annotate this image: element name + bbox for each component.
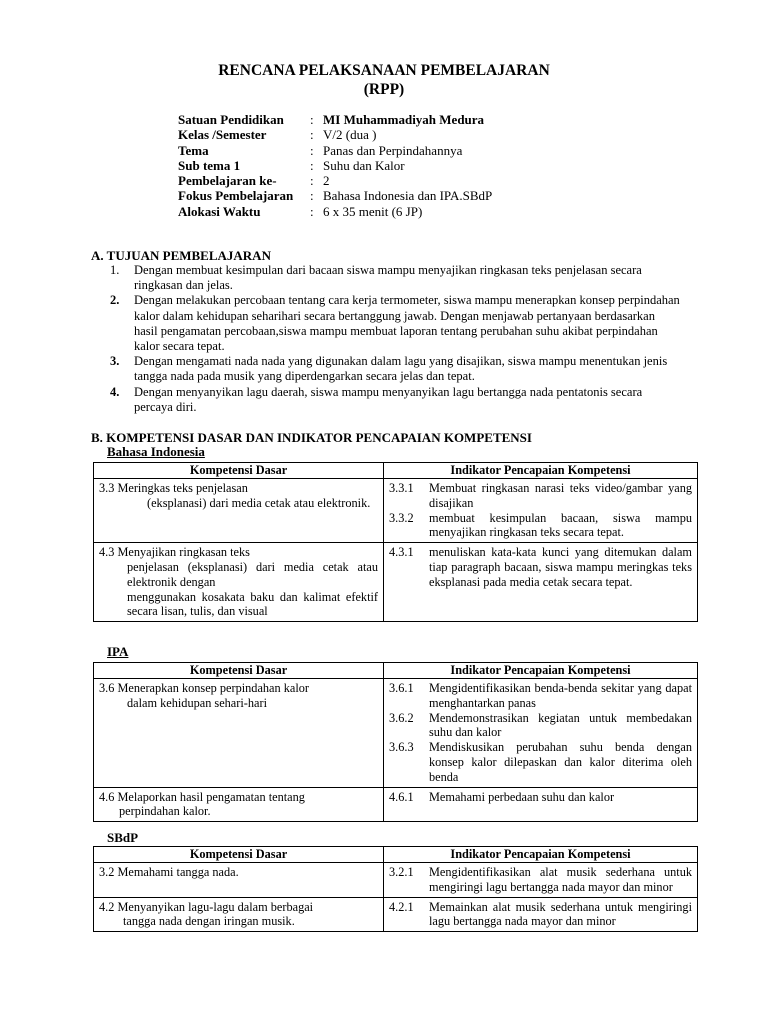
identity-label: Sub tema 1 — [178, 157, 241, 173]
identity-row — [178, 173, 492, 188]
indicator-item — [389, 711, 692, 741]
identity-row — [178, 143, 492, 158]
kd-line: penjelasan (eksplanasi) dari media cetak atau elektronik dengan — [127, 559, 378, 589]
subject-heading-sbdp: SBdP — [107, 830, 139, 845]
list-item-number: 2. — [110, 293, 120, 308]
indicator-number: 4.2.1 — [389, 899, 414, 914]
table-cell-kd — [94, 897, 384, 932]
subject-heading-bahasa-indonesia: Bahasa Indonesia — [107, 444, 205, 459]
indicator-number: 3.3.1 — [389, 481, 414, 495]
kd-line: 3.6 Menerapkan konsep perpindahan kalor — [99, 681, 310, 695]
section-a-heading: A. TUJUAN PEMBELAJARAN — [91, 248, 271, 263]
table-header-row — [94, 847, 698, 863]
indicator-text: Mengidentifikasikan benda-benda sekitar yang dapat menghantarkan panas — [429, 681, 692, 710]
indicator-text: Memainkan alat musik sederhana untuk mengiringi lagu bertangga nada mayor dan minor — [429, 899, 692, 929]
table-cell-indicator — [384, 787, 698, 822]
table-cell-indicator — [384, 679, 698, 788]
identity-label: Tema — [178, 142, 209, 158]
kd-line: 3.3 Meringkas teks penjelasan — [99, 481, 248, 495]
identity-label: Kelas /Semester — [178, 127, 267, 143]
identity-colon: : — [310, 173, 314, 189]
indicator-text: menuliskan kata-kata kunci yang ditemukan dalam tiap paragraph bacaan, siswa mampu meringkas teks eksplanasi pada media cetak secara tepat. — [429, 545, 692, 589]
identity-table — [178, 112, 492, 219]
indicator-number: 3.6.2 — [389, 710, 414, 725]
indicator-text: Mendiskusikan perubahan suhu benda dengan konsep kalor dilepaskan dan kalor diterima oleh benda — [429, 740, 692, 784]
indicator-item — [389, 790, 692, 805]
table-row — [94, 479, 698, 543]
list-item — [110, 385, 680, 415]
list-item-text: Dengan mengamati nada nada yang digunakan dalam lagu yang disajikan, siswa mampu menentukan jenis tangga nada pada musik yang diperdengarkan secara jelas dan tepat. — [134, 354, 668, 384]
list-item — [110, 354, 680, 384]
subject-heading-ipa: IPA — [107, 644, 129, 659]
indicator-number: 3.6.3 — [389, 740, 414, 755]
table-cell-kd — [94, 679, 384, 788]
list-item-number: 3. — [110, 354, 120, 369]
indicator-text: Memahami perbedaan suhu dan kalor — [429, 789, 615, 804]
kd-line: 3.2 Memahami tangga nada. — [99, 865, 239, 879]
document-title: RENCANA PELAKSANAAN PEMBELAJARAN — [218, 62, 550, 79]
identity-colon: : — [310, 157, 314, 173]
identity-row — [178, 188, 492, 203]
table-row — [94, 863, 698, 898]
indicator-item — [389, 865, 692, 895]
list-item-text: Dengan menyanyikan lagu daerah, siswa mampu menyanyikan lagu bertangga nada pentatonis secara percaya diri. — [134, 384, 643, 414]
identity-colon: : — [310, 203, 314, 219]
identity-value: Suhu dan Kalor — [323, 157, 405, 173]
indicator-item — [389, 740, 692, 784]
indicator-item — [389, 511, 692, 541]
column-header-kd: Kompetensi Dasar — [94, 847, 384, 863]
table-cell-kd — [94, 787, 384, 822]
kd-line: perpindahan kalor. — [119, 804, 211, 819]
indicator-item — [389, 545, 692, 589]
kd-line: 4.6 Melaporkan hasil pengamatan tentang — [99, 789, 305, 804]
identity-row — [178, 204, 492, 219]
table-cell-indicator — [384, 543, 698, 622]
column-header-indicator: Indikator Pencapaian Kompetensi — [384, 847, 698, 863]
identity-label: Fokus Pembelajaran — [178, 188, 294, 204]
table-header-row — [94, 663, 698, 679]
identity-colon: : — [310, 188, 314, 204]
indicator-number: 4.3.1 — [389, 545, 414, 560]
column-header-kd: Kompetensi Dasar — [94, 463, 384, 479]
table-cell-kd — [94, 543, 384, 622]
table-row — [94, 787, 698, 822]
kd-line: 4.3 Menyajikan ringkasan teks — [99, 545, 250, 560]
table-header-row — [94, 463, 698, 479]
indicator-text: Mendemonstrasikan kegiatan untuk membedakan suhu dan kalor — [429, 710, 692, 740]
identity-value: Bahasa Indonesia dan IPA.SBdP — [323, 188, 493, 204]
indicator-text: Membuat ringkasan narasi teks video/gambar yang disajikan — [429, 481, 692, 510]
kd-line: dalam kehidupan sehari-hari — [127, 695, 267, 710]
identity-colon: : — [310, 127, 314, 143]
list-item-text: Dengan membuat kesimpulan dari bacaan siswa mampu menyajikan ringkasan teks penjelasan secara ringkasan dan jelas. — [134, 263, 642, 293]
indicator-item — [389, 681, 692, 711]
indicator-item — [389, 481, 692, 511]
identity-row — [178, 127, 492, 142]
identity-value: Panas dan Perpindahannya — [323, 142, 463, 158]
table-row — [94, 897, 698, 932]
table-row — [94, 679, 698, 788]
table-cell-indicator — [384, 897, 698, 932]
document-subtitle: (RPP) — [363, 81, 405, 98]
identity-label: Alokasi Waktu — [178, 203, 261, 219]
identity-value: MI Muhammadiyah Medura — [323, 112, 485, 127]
competency-table-bahasa-indonesia — [93, 462, 698, 622]
kd-line: menggunakan kosakata baku dan kalimat efektif secara lisan, tulis, dan visual — [127, 589, 378, 619]
kd-line: tangga nada dengan iringan musik. — [123, 914, 295, 929]
list-item-number: 1. — [110, 263, 120, 277]
indicator-number: 3.6.1 — [389, 681, 414, 695]
table-row — [94, 543, 698, 622]
table-cell-kd — [94, 479, 384, 543]
column-header-indicator: Indikator Pencapaian Kompetensi — [384, 463, 698, 479]
identity-colon: : — [310, 142, 314, 158]
list-item-number: 4. — [110, 384, 120, 399]
identity-value: V/2 (dua ) — [323, 127, 377, 143]
identity-value: 6 x 35 menit (6 JP) — [323, 203, 423, 219]
indicator-number: 3.2.1 — [389, 865, 414, 879]
identity-colon: : — [310, 112, 314, 127]
indicator-number: 3.3.2 — [389, 510, 414, 525]
column-header-kd: Kompetensi Dasar — [94, 663, 384, 679]
indicator-number: 4.6.1 — [389, 789, 414, 804]
competency-table-ipa — [93, 662, 698, 822]
table-cell-kd — [94, 863, 384, 898]
list-item-text: Dengan melakukan percobaan tentang cara kerja termometer, siswa mampu menerapkan konsep perpindahan kalor dalam kehidupan seharihari secara bertanggung jawab. Dengan menjawab pertanyaan berdasarkan hasil pengamatan percobaan,siswa mampu membuat laporan tentang perubahan suhu akibat perpindahan kalor secara tepat. — [134, 293, 680, 354]
kd-line: 4.2 Menyanyikan lagu-lagu dalam berbagai — [99, 899, 314, 914]
indicator-text: membuat kesimpulan bacaan, siswa mampu menyajikan ringkasan teks secara tepat. — [429, 510, 692, 540]
column-header-indicator: Indikator Pencapaian Kompetensi — [384, 663, 698, 679]
indicator-item — [389, 900, 692, 930]
list-item — [110, 263, 680, 293]
identity-row — [178, 158, 492, 173]
table-cell-indicator — [384, 479, 698, 543]
identity-label: Satuan Pendidikan — [178, 112, 284, 127]
identity-label: Pembelajaran ke- — [178, 173, 277, 189]
identity-value: 2 — [323, 173, 330, 189]
objectives-list — [110, 263, 680, 415]
competency-table-sbdp — [93, 846, 698, 932]
indicator-text: Mengidentifikasikan alat musik sederhana untuk mengiringi lagu bertangga nada mayor dan minor — [429, 865, 692, 894]
kd-line: (eksplanasi) dari media cetak atau elektronik. — [147, 495, 371, 510]
list-item — [110, 293, 680, 354]
table-cell-indicator — [384, 863, 698, 898]
identity-row — [178, 112, 492, 127]
section-b-heading: B. KOMPETENSI DASAR DAN INDIKATOR PENCAPAIAN KOMPETENSI — [91, 430, 532, 445]
